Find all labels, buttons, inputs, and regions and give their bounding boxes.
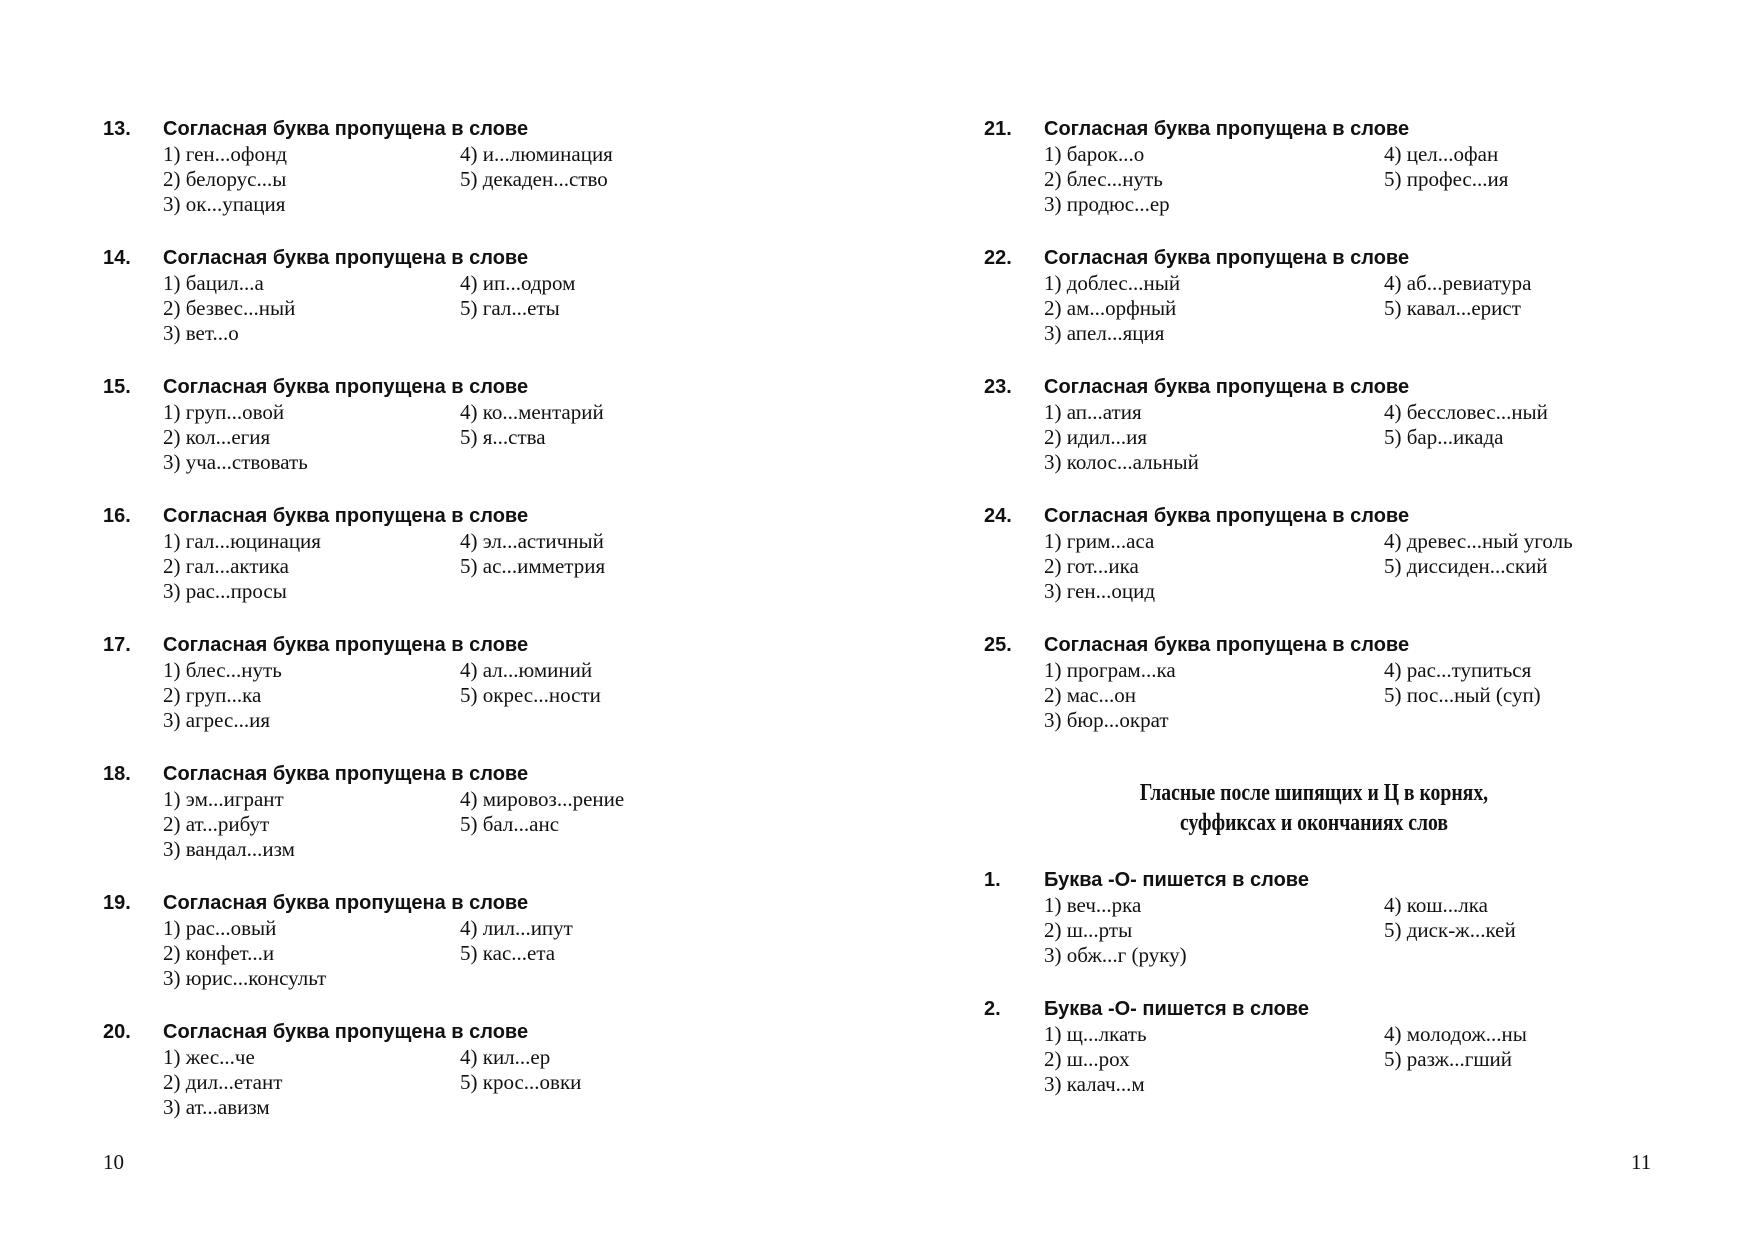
question-heading: Согласная буква пропущена в слове (1044, 505, 1410, 527)
page-number: 11 (1631, 1150, 1652, 1174)
option: 2) кол...егия (163, 425, 271, 449)
question-number: 24. (984, 505, 1012, 527)
option: 1) грим...аса (1044, 529, 1155, 553)
question-heading: Согласная буква пропущена в слове (1044, 376, 1410, 398)
option: 2) ш...рох (1044, 1047, 1130, 1071)
question-heading: Согласная буква пропущена в слове (163, 505, 529, 527)
option: 1) програм...ка (1044, 658, 1176, 682)
option: 5) бар...икада (1384, 425, 1504, 449)
option: 3) вандал...изм (163, 837, 295, 861)
question-list (984, 117, 1684, 762)
right-page (877, 0, 1755, 1240)
question (103, 117, 803, 246)
option: 3) бюр...ократ (1044, 708, 1169, 732)
option: 1) эм...игрант (163, 787, 284, 811)
section-title-line: Гласные после шипящих и Ц в корнях, (1139, 780, 1489, 806)
option: 2) мас...он (1044, 683, 1137, 707)
left-page (0, 0, 877, 1240)
option: 1) ген...офонд (163, 142, 287, 166)
option: 1) рас...овый (163, 916, 277, 940)
option: 3) рас...просы (163, 579, 287, 603)
question-heading: Согласная буква пропущена в слове (163, 376, 529, 398)
option: 4) древес...ный уголь (1384, 529, 1573, 553)
question-number: 14. (103, 247, 131, 269)
question (984, 633, 1684, 762)
question-number: 2. (984, 998, 1001, 1020)
option: 3) агрес...ия (163, 708, 270, 732)
page-number: 10 (103, 1150, 124, 1174)
question-number: 16. (103, 505, 131, 527)
question-heading: Согласная буква пропущена в слове (163, 892, 529, 914)
option: 4) ип...одром (460, 271, 576, 295)
option: 1) бацил...а (163, 271, 264, 295)
option: 5) разж...гший (1384, 1047, 1512, 1071)
option: 3) продюс...ер (1044, 192, 1170, 216)
option: 3) ок...упация (163, 192, 286, 216)
option: 2) белорус...ы (163, 167, 287, 191)
question-number: 19. (103, 892, 131, 914)
question (984, 375, 1684, 504)
option: 5) бал...анс (460, 812, 560, 836)
question-number: 21. (984, 118, 1012, 140)
option: 5) диссиден...ский (1384, 554, 1548, 578)
question-heading: Согласная буква пропущена в слове (163, 118, 529, 140)
question-heading: Согласная буква пропущена в слове (163, 634, 529, 656)
option: 4) кил...ер (460, 1045, 551, 1069)
question (103, 375, 803, 504)
option: 5) профес...ия (1384, 167, 1509, 191)
section-title-line: суффиксах и окончаниях слов (1180, 810, 1448, 836)
question (984, 997, 1684, 1126)
option: 4) ал...юминий (460, 658, 593, 682)
question (103, 762, 803, 891)
option: 2) гот...ика (1044, 554, 1139, 578)
option: 2) конфет...и (163, 941, 275, 965)
option: 5) окрес...ности (460, 683, 601, 707)
option: 5) пос...ный (суп) (1384, 683, 1541, 707)
option: 4) лил...ипут (460, 916, 573, 940)
section-question-list (984, 868, 1684, 1126)
option: 3) ген...оцид (1044, 579, 1156, 603)
question-heading: Согласная буква пропущена в слове (1044, 247, 1410, 269)
question (103, 246, 803, 375)
option: 3) юрис...консульт (163, 966, 327, 990)
question (984, 868, 1684, 997)
question-number: 25. (984, 634, 1012, 656)
option: 4) мировоз...рение (460, 787, 625, 811)
question (984, 504, 1684, 633)
option: 5) диск-ж...кей (1384, 918, 1516, 942)
option: 3) ат...авизм (163, 1095, 270, 1119)
question-heading: Согласная буква пропущена в слове (163, 763, 529, 785)
option: 5) я...ства (460, 425, 546, 449)
option: 1) ап...атия (1044, 400, 1142, 424)
question-heading: Согласная буква пропущена в слове (1044, 118, 1410, 140)
question (103, 633, 803, 762)
option: 2) блес...нуть (1044, 167, 1163, 191)
option: 2) безвес...ный (163, 296, 296, 320)
option: 1) груп...овой (163, 400, 285, 424)
option: 2) дил...етант (163, 1070, 283, 1094)
question-number: 22. (984, 247, 1012, 269)
question-heading: Согласная буква пропущена в слове (1044, 634, 1410, 656)
question (984, 246, 1684, 375)
question-heading: Согласная буква пропущена в слове (163, 1021, 529, 1043)
option: 5) кас...ета (460, 941, 556, 965)
section-title (1043, 778, 1584, 838)
option: 4) кош...лка (1384, 893, 1488, 917)
option: 1) жес...че (163, 1045, 255, 1069)
question-number: 17. (103, 634, 131, 656)
option: 1) веч...рка (1044, 893, 1142, 917)
question-number: 15. (103, 376, 131, 398)
question (103, 891, 803, 1020)
question (984, 117, 1684, 246)
question-number: 1. (984, 869, 1001, 891)
option: 1) барок...о (1044, 142, 1145, 166)
option: 3) колос...альный (1044, 450, 1199, 474)
option: 4) эл...астичный (460, 529, 604, 553)
question-number: 18. (103, 763, 131, 785)
option: 1) гал...юцинация (163, 529, 321, 553)
option: 5) гал...еты (460, 296, 560, 320)
option: 4) ко...ментарий (460, 400, 604, 424)
option: 1) блес...нуть (163, 658, 282, 682)
option: 2) ам...орфный (1044, 296, 1177, 320)
option: 2) ат...рибут (163, 812, 270, 836)
option: 3) обж...г (руку) (1044, 943, 1187, 967)
option: 4) цел...офан (1384, 142, 1499, 166)
option: 3) уча...ствовать (163, 450, 308, 474)
option: 2) идил...ия (1044, 425, 1148, 449)
option: 4) и...люминация (460, 142, 613, 166)
option: 2) гал...актика (163, 554, 289, 578)
option: 3) апел...яция (1044, 321, 1165, 345)
option: 1) доблес...ный (1044, 271, 1181, 295)
option: 5) крос...овки (460, 1070, 582, 1094)
option: 5) ас...имметрия (460, 554, 606, 578)
option: 5) кавал...ерист (1384, 296, 1521, 320)
question-number: 13. (103, 118, 131, 140)
option: 5) декаден...ство (460, 167, 608, 191)
option: 4) рас...тупиться (1384, 658, 1532, 682)
question-heading: Буква -О- пишется в слове (1044, 998, 1309, 1020)
question-number: 23. (984, 376, 1012, 398)
option: 4) аб...ревиатура (1384, 271, 1532, 295)
question-heading: Согласная буква пропущена в слове (163, 247, 529, 269)
question-number: 20. (103, 1021, 131, 1043)
question (103, 504, 803, 633)
question (103, 1020, 803, 1149)
option: 4) молодож...ны (1384, 1022, 1527, 1046)
option: 4) бессловес...ный (1384, 400, 1548, 424)
option: 3) вет...о (163, 321, 239, 345)
question-heading: Буква -О- пишется в слове (1044, 869, 1309, 891)
option: 2) ш...рты (1044, 918, 1133, 942)
question-list (103, 117, 803, 1149)
option: 2) груп...ка (163, 683, 262, 707)
option: 3) калач...м (1044, 1072, 1145, 1096)
option: 1) щ...лкать (1044, 1022, 1147, 1046)
